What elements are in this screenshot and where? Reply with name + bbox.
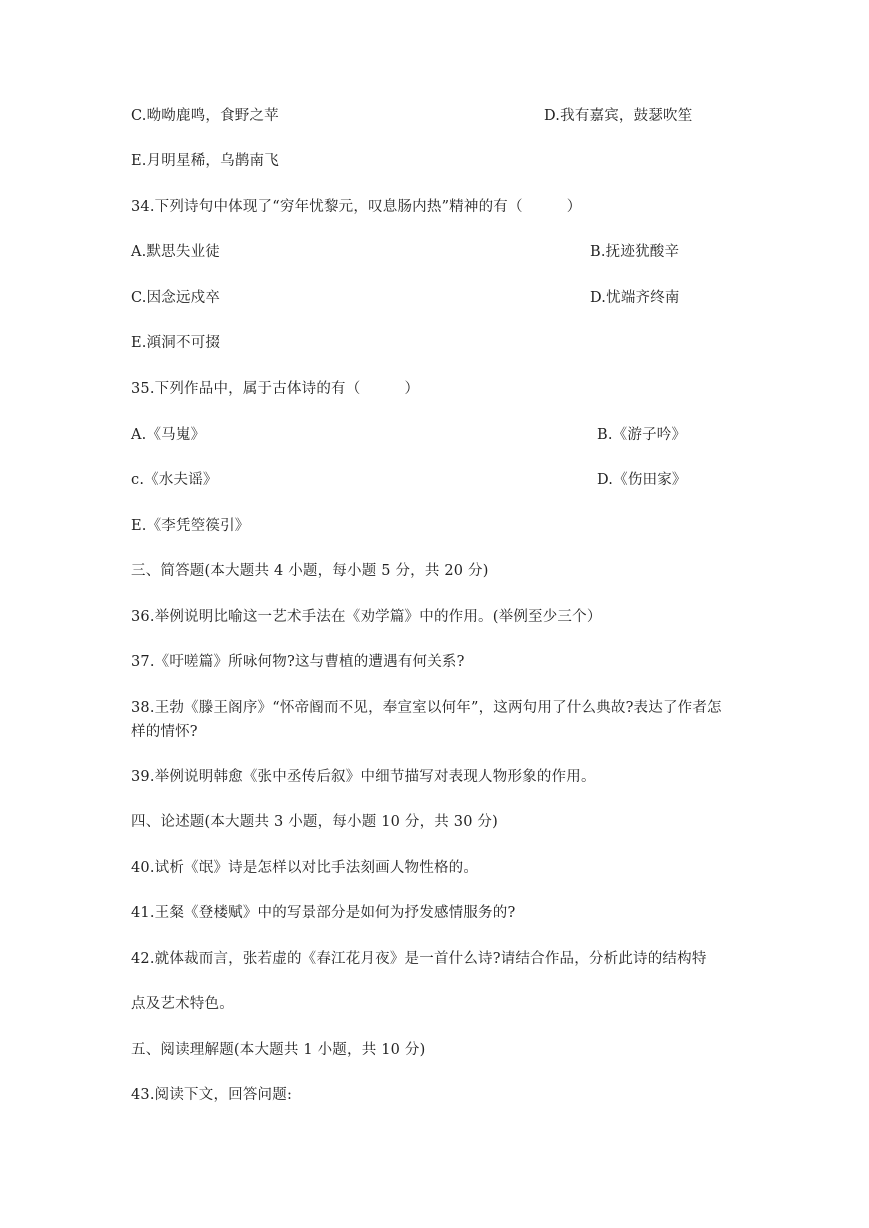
q35-option-b: B.《游子吟》 [597, 427, 687, 443]
q35-option-a: A.《马嵬》 [131, 427, 206, 443]
q34-option-c: C.因念远戍卒 [131, 290, 221, 306]
q41-text: 41.王粲《登楼赋》中的写景部分是如何为抒发感情服务的? [131, 905, 516, 921]
q34-option-b: B.抚迹犹酸辛 [590, 244, 680, 260]
section4-heading: 四、论述题(本大题共 3 小题，每小题 10 分，共 30 分) [131, 814, 498, 830]
q34-option-e: E.澒洞不可掇 [131, 335, 221, 351]
q36-text: 36.举例说明比喻这一艺术手法在《劝学篇》中的作用。(举例至少三个） [131, 609, 602, 625]
q39-text: 39.举例说明韩愈《张中丞传后叙》中细节描写对表现人物形象的作用。 [131, 769, 596, 785]
q35-stem: 35.下列作品中，属于古体诗的有（ ） [131, 381, 420, 397]
q42-text-line1: 42.就体裁而言，张若虚的《春江花月夜》是一首什么诗?请结合作品，分析此诗的结构特 [131, 951, 707, 967]
q40-text: 40.试析《氓》诗是怎样以对比手法刻画人物性格的。 [131, 860, 479, 876]
q38-text-line2: 样的情怀? [131, 724, 198, 740]
q35-option-c: c.《水夫谣》 [131, 472, 218, 488]
q43-text: 43.阅读下文，回答问题: [131, 1087, 293, 1103]
q37-text: 37.《吁嗟篇》所咏何物?这与曹植的遭遇有何关系? [131, 654, 465, 670]
q34-option-a: A.默思失业徒 [131, 244, 220, 260]
q42-text-line2: 点及艺术特色。 [131, 996, 234, 1012]
q33-option-d: D.我有嘉宾，鼓瑟吹笙 [544, 108, 693, 124]
q35-option-e: E.《李凭箜篌引》 [131, 518, 250, 534]
q34-stem: 34.下列诗句中体现了“穷年忧黎元，叹息肠内热”精神的有（ ） [131, 199, 582, 215]
q33-option-e: E.月明星稀，乌鹊南飞 [131, 153, 279, 169]
q33-option-c: C.呦呦鹿鸣，食野之苹 [131, 108, 279, 124]
q34-option-d: D.忧端齐终南 [590, 290, 680, 306]
section3-heading: 三、简答题(本大题共 4 小题，每小题 5 分，共 20 分) [131, 563, 489, 579]
section5-heading: 五、阅读理解题(本大题共 1 小题，共 10 分) [131, 1042, 426, 1058]
q38-text-line1: 38.王勃《滕王阁序》“怀帝阍而不见，奉宣室以何年”，这两句用了什么典故?表达了作者怎 [131, 700, 722, 716]
q35-option-d: D.《伤田家》 [597, 472, 687, 488]
